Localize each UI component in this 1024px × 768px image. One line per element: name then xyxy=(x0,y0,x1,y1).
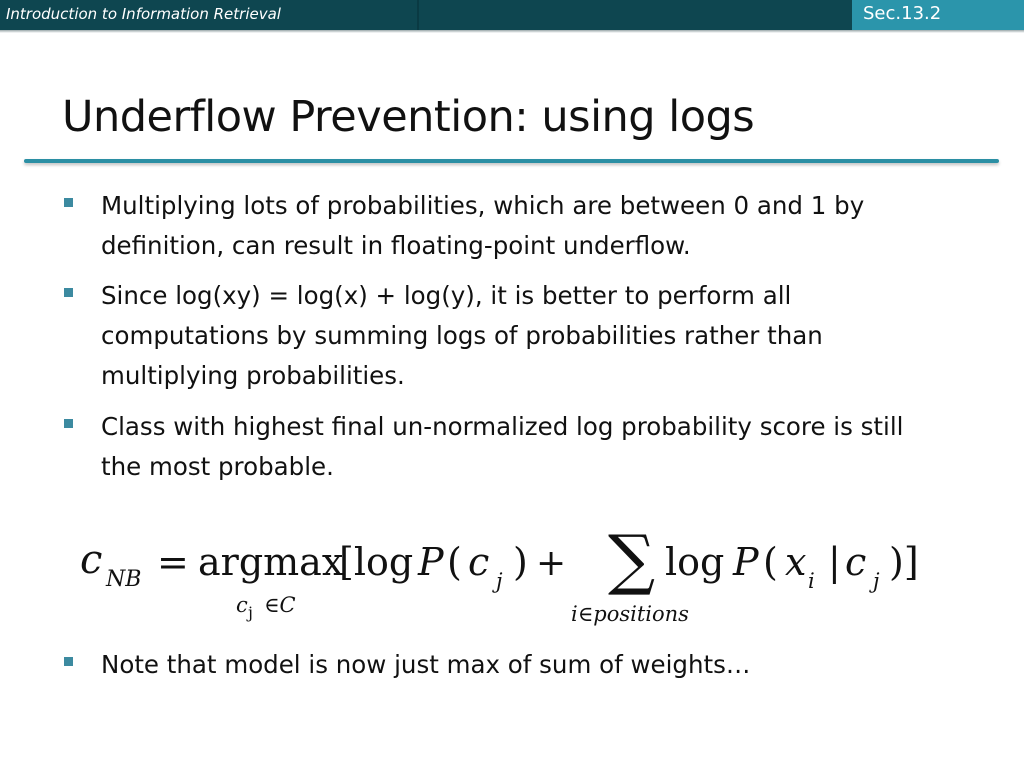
slide-title: Underflow Prevention: using logs xyxy=(62,92,755,142)
formula-argmax-sub-idx: j xyxy=(248,603,253,622)
formula-p1-var: c xyxy=(468,540,490,584)
bullet-square-icon xyxy=(64,419,73,428)
section-badge xyxy=(852,0,1024,30)
formula-p1-idx: j xyxy=(496,569,503,593)
formula-sum: ∑ xyxy=(608,521,656,598)
title-rule xyxy=(24,159,999,163)
formula-p2-open: ( xyxy=(763,540,778,584)
course-title: Introduction to Information Retrieval xyxy=(6,5,281,23)
formula-open-log: [log xyxy=(339,540,414,584)
section-label: Sec.13.2 xyxy=(863,3,942,24)
bullet-item-3 xyxy=(64,407,944,487)
bullet-item-4 xyxy=(64,645,944,685)
formula-bar: | xyxy=(828,540,841,584)
formula-p1-close: ) xyxy=(513,540,528,584)
formula-argmax-sub-var: c xyxy=(236,593,248,617)
bullet-square-icon xyxy=(64,198,73,207)
header-divider xyxy=(417,0,419,30)
bullet-square-icon xyxy=(64,288,73,297)
formula-p2: P xyxy=(733,540,759,584)
bullet-text: Note that model is now just max of sum of weights… xyxy=(101,650,751,679)
formula-close: )] xyxy=(889,540,919,584)
formula-lhs: c xyxy=(80,537,103,583)
formula-lhs-subscript: NB xyxy=(106,567,142,592)
formula-p1-open: ( xyxy=(447,540,462,584)
formula-p1: P xyxy=(418,540,444,584)
formula-sum-subscript: i∈positions xyxy=(571,602,689,626)
header-bar xyxy=(0,0,1024,30)
formula-p2-idx: i xyxy=(808,569,815,593)
formula-equals: = xyxy=(157,540,189,584)
formula-argmax-sub-rest: ∈C xyxy=(264,593,296,617)
formula-p2-cidx: j xyxy=(873,569,880,593)
formula-plus: + xyxy=(536,543,567,584)
bullet-text: Class with highest final un-normalized log probability score is still the most probable. xyxy=(101,412,904,481)
bullet-text: Since log(xy) = log(x) + log(y), it is better to perform all computations by summing logs of probabilities rather than multiplying probabilities. xyxy=(101,281,823,390)
bullet-square-icon xyxy=(64,657,73,666)
formula-log2: log xyxy=(665,540,725,584)
formula-p2-var: x xyxy=(785,540,807,584)
bullet-item-2 xyxy=(64,276,944,396)
bullet-text: Multiplying lots of probabilities, which are between 0 and 1 by definition, can result in floating-point underflow. xyxy=(101,191,865,260)
formula-p2-cvar: c xyxy=(845,540,867,584)
header-shadow xyxy=(0,30,1024,33)
bullet-item-1 xyxy=(64,186,944,266)
formula-argmax: argmax xyxy=(198,540,344,584)
